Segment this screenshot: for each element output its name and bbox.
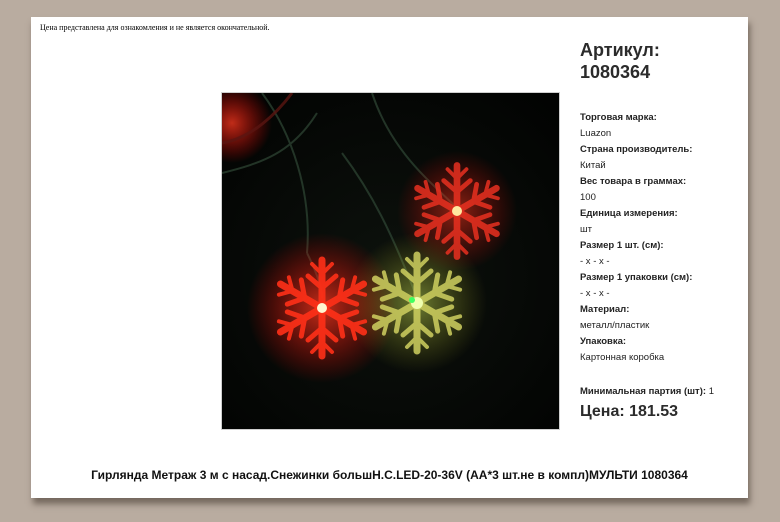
product-sheet [31, 17, 748, 498]
price-label: Цена: [580, 403, 625, 420]
spec-label-weight: Вес товара в граммах: [580, 176, 687, 187]
article-number: 1080364 [580, 62, 651, 82]
spec-label-material: Материал: [580, 304, 630, 315]
spec-label-unit: Единица измерения: [580, 208, 678, 219]
spec-value-brand: Luazon [580, 128, 612, 139]
article-label: Артикул: [580, 40, 660, 60]
spec-label-brand: Торговая марка: [580, 112, 657, 123]
spec-value-item-size: - x - x - [580, 256, 610, 267]
price-disclaimer: Цена представлена для ознакомления и не является окончательной. [40, 23, 270, 32]
price [580, 403, 745, 421]
min-party-value: 1 [708, 386, 714, 397]
spec-value-package-size: - x - x - [580, 288, 610, 299]
garland-image [222, 93, 559, 429]
spec-list [580, 110, 745, 366]
spec-label-packaging: Упаковка: [580, 336, 627, 347]
spec-label-country: Страна производитель: [580, 144, 693, 155]
spec-value-packaging: Картонная коробка [580, 352, 665, 363]
spec-value-weight: 100 [580, 192, 596, 203]
spec-label-item-size: Размер 1 шт. (см): [580, 240, 664, 251]
spec-value-country: Китай [580, 160, 606, 171]
product-info [580, 39, 745, 421]
spec-value-material: металл/пластик [580, 320, 650, 331]
price-value: 181.53 [629, 403, 679, 420]
product-caption: Гирлянда Метраж 3 м с насад.Снежинки большН.С.LED-20-36V (AA*3 шт.не в компл)МУЛЬТИ 1080364 [91, 468, 688, 482]
min-party-label: Минимальная партия (шт): [580, 386, 707, 397]
spec-label-package-size: Размер 1 упаковки (см): [580, 272, 693, 283]
spec-value-unit: шт [580, 224, 592, 235]
product-photo [221, 92, 560, 430]
min-party [580, 386, 745, 397]
